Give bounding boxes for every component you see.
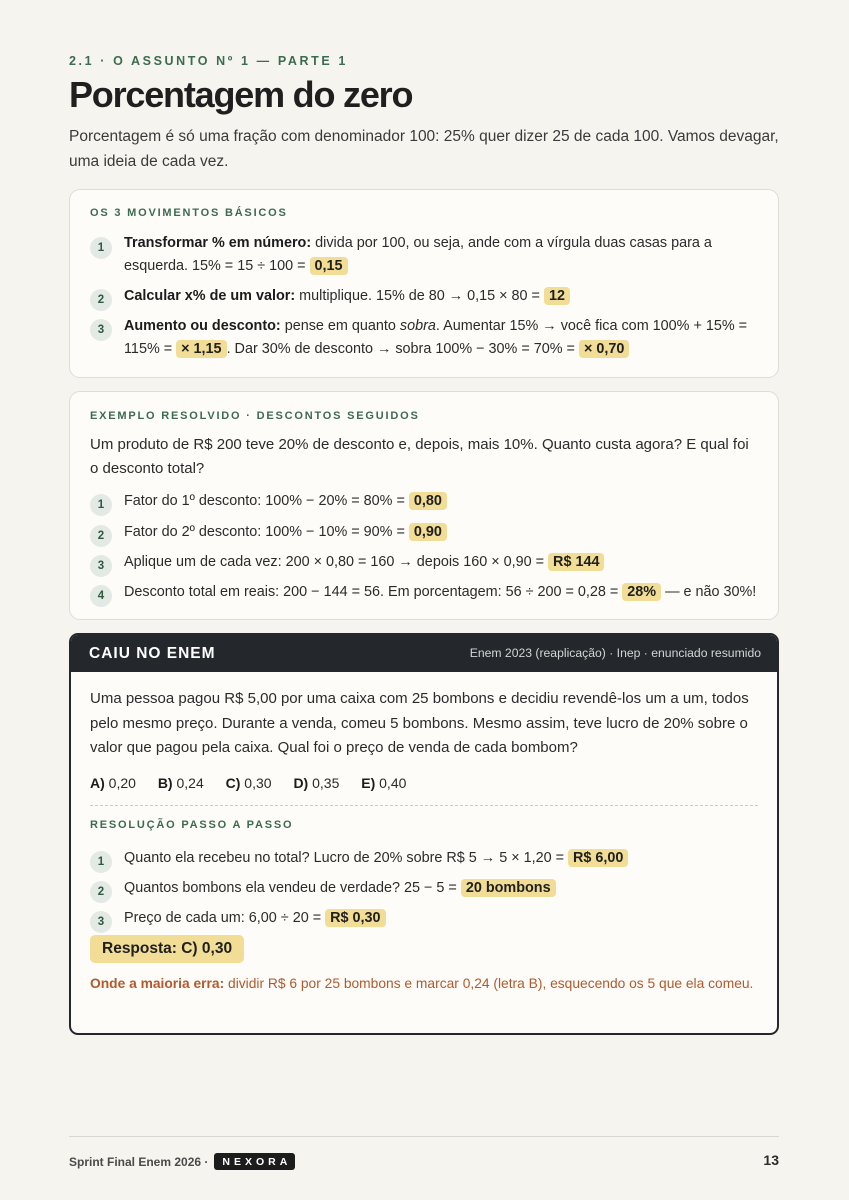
example-step-body: Desconto total em reais: 200 − 144 = 56. Em porcentagem: 56 ÷ 200 = 0,28 = — [124, 584, 623, 600]
option-value: 0,24 — [172, 775, 204, 791]
resolution-step-text — [124, 907, 760, 930]
option-letter: A) — [90, 775, 105, 791]
option-c — [226, 775, 272, 791]
result-highlight: 28% — [622, 583, 661, 601]
basics-item-bold: Aumento ou desconto: — [124, 318, 281, 334]
example-step-text — [124, 551, 760, 574]
step-number: 1 — [90, 494, 112, 516]
brand-logo: NEXORA — [214, 1153, 295, 1170]
resolution-step-body: Quantos bombons ela vendeu de verdade? 25 − 5 = — [124, 880, 461, 896]
example-step-text — [124, 521, 760, 544]
option-letter: D) — [293, 775, 309, 791]
intro-paragraph: Porcentagem é só uma fração com denominador 100: 25% quer dizer 25 de cada 100. Vamos devagar, uma ideia de cada vez. — [69, 128, 779, 170]
basics-item-italic: sobra — [399, 318, 436, 334]
resolution-label: RESOLUÇÃO PASSO A PASSO — [90, 819, 294, 831]
step-number: 2 — [90, 525, 112, 547]
option-value: 0,20 — [104, 775, 136, 791]
enem-header — [71, 635, 777, 672]
example-label: EXEMPLO RESOLVIDO · DESCONTOS SEGUIDOS — [90, 410, 420, 422]
result-highlight: R$ 0,30 — [325, 909, 385, 927]
basics-item-text — [124, 315, 760, 361]
basics-label: OS 3 MOVIMENTOS BÁSICOS — [90, 207, 288, 219]
footer-series: Sprint Final Enem 2026 · — [69, 1154, 209, 1169]
basics-item-body: divida por 100, ou seja, ande com a vírgula duas casas para a esquerda. 15% = 15 ÷ 100 = — [124, 235, 712, 274]
common-mistake-note — [90, 972, 758, 995]
option-letter: E) — [361, 775, 376, 791]
enem-source: Enem 2023 (reaplicação) · Inep · enunciado resumido — [469, 646, 761, 660]
resolution-step-body: Quanto ela recebeu no total? Lucro de 20% sobre R$ 5 → 5 × 1,20 = — [124, 850, 569, 866]
basics-item-bold: Transformar % em número: — [124, 235, 312, 251]
result-highlight: R$ 6,00 — [568, 849, 628, 867]
result-highlight: 0,15 — [310, 257, 348, 275]
option-value: 0,35 — [308, 775, 340, 791]
result-highlight: 0,80 — [409, 492, 447, 510]
example-card — [69, 391, 779, 620]
example-step-text — [124, 581, 760, 604]
example-step-text — [124, 490, 760, 513]
common-mistake-label: Onde a maioria erra: — [90, 976, 225, 991]
option-d — [293, 775, 339, 791]
common-mistake-text: dividir R$ 6 por 25 bombons e marcar 0,24 (letra B), esquecendo os 5 que ela comeu. — [224, 976, 754, 991]
option-value: 0,30 — [240, 775, 272, 791]
result-highlight: R$ 144 — [548, 553, 604, 571]
step-number: 4 — [90, 585, 112, 607]
page-title: Porcentagem do zero — [69, 74, 413, 115]
option-value: 0,40 — [375, 775, 407, 791]
step-number: 3 — [90, 319, 112, 341]
option-a — [90, 775, 136, 791]
option-letter: B) — [157, 775, 173, 791]
basics-item-bold: Calcular x% de um valor: — [124, 288, 296, 304]
enem-question: Uma pessoa pagou R$ 5,00 por uma caixa com 25 bombons e decidiu revendê-los um a um, todos pelo mesmo preço. Durante a venda, comeu 5 bombons. Mesmo assim, teve lucro de 20% sobre o valor que pagou pela caixa. Qual foi o preço de venda de cada bombom? — [90, 690, 749, 756]
result-highlight: × 0,70 — [579, 340, 629, 358]
divider — [90, 805, 758, 806]
option-e — [361, 775, 406, 791]
resolution-step-text — [124, 877, 760, 900]
basics-item-body: . Dar 30% de desconto → sobra 100% − 30% = 70% = — [226, 341, 579, 357]
resolution-step-body: Preço de cada um: 6,00 ÷ 20 = — [124, 910, 326, 926]
basics-item-body: pense em quanto — [280, 318, 400, 334]
example-step-body: Fator do 2º desconto: 100% − 10% = 90% = — [124, 524, 409, 540]
basics-item-body: multiplique. 15% de 80 → 0,15 × 80 = — [295, 288, 544, 304]
basics-item-text — [124, 232, 760, 278]
result-highlight: 20 bombons — [461, 879, 556, 897]
step-number: 2 — [90, 881, 112, 903]
answer-options — [90, 775, 424, 791]
option-b — [158, 775, 204, 791]
enem-card — [69, 633, 779, 1035]
result-highlight: 0,90 — [409, 523, 447, 541]
result-highlight: 12 — [544, 287, 570, 305]
step-number: 2 — [90, 289, 112, 311]
page-number: 13 — [763, 1152, 779, 1168]
example-question: Um produto de R$ 200 teve 20% de desconto e, depois, mais 10%. Quanto custa agora? E qual foi o desconto total? — [90, 436, 749, 477]
step-number: 3 — [90, 911, 112, 933]
answer-badge: Resposta: C) 0,30 — [90, 935, 244, 963]
example-step-after: — e não 30%! — [661, 584, 757, 600]
resolution-step-text — [124, 847, 760, 870]
basics-card — [69, 189, 779, 378]
footer-divider — [69, 1136, 779, 1137]
basics-item-body: . Aumentar 15% → você fica com 100% + 15% = 115% = — [124, 318, 748, 357]
basics-item-text — [124, 285, 760, 308]
enem-title: CAIU NO ENEM — [89, 645, 216, 662]
step-number: 3 — [90, 555, 112, 577]
footer-left — [69, 1153, 295, 1170]
step-number: 1 — [90, 851, 112, 873]
result-highlight: × 1,15 — [176, 340, 226, 358]
option-letter: C) — [225, 775, 241, 791]
example-step-body: Fator do 1º desconto: 100% − 20% = 80% = — [124, 493, 409, 509]
section-eyebrow: 2.1 · O ASSUNTO Nº 1 — PARTE 1 — [69, 54, 348, 68]
step-number: 1 — [90, 237, 112, 259]
example-step-body: Aplique um de cada vez: 200 × 0,80 = 160 → depois 160 × 0,90 = — [124, 554, 549, 570]
